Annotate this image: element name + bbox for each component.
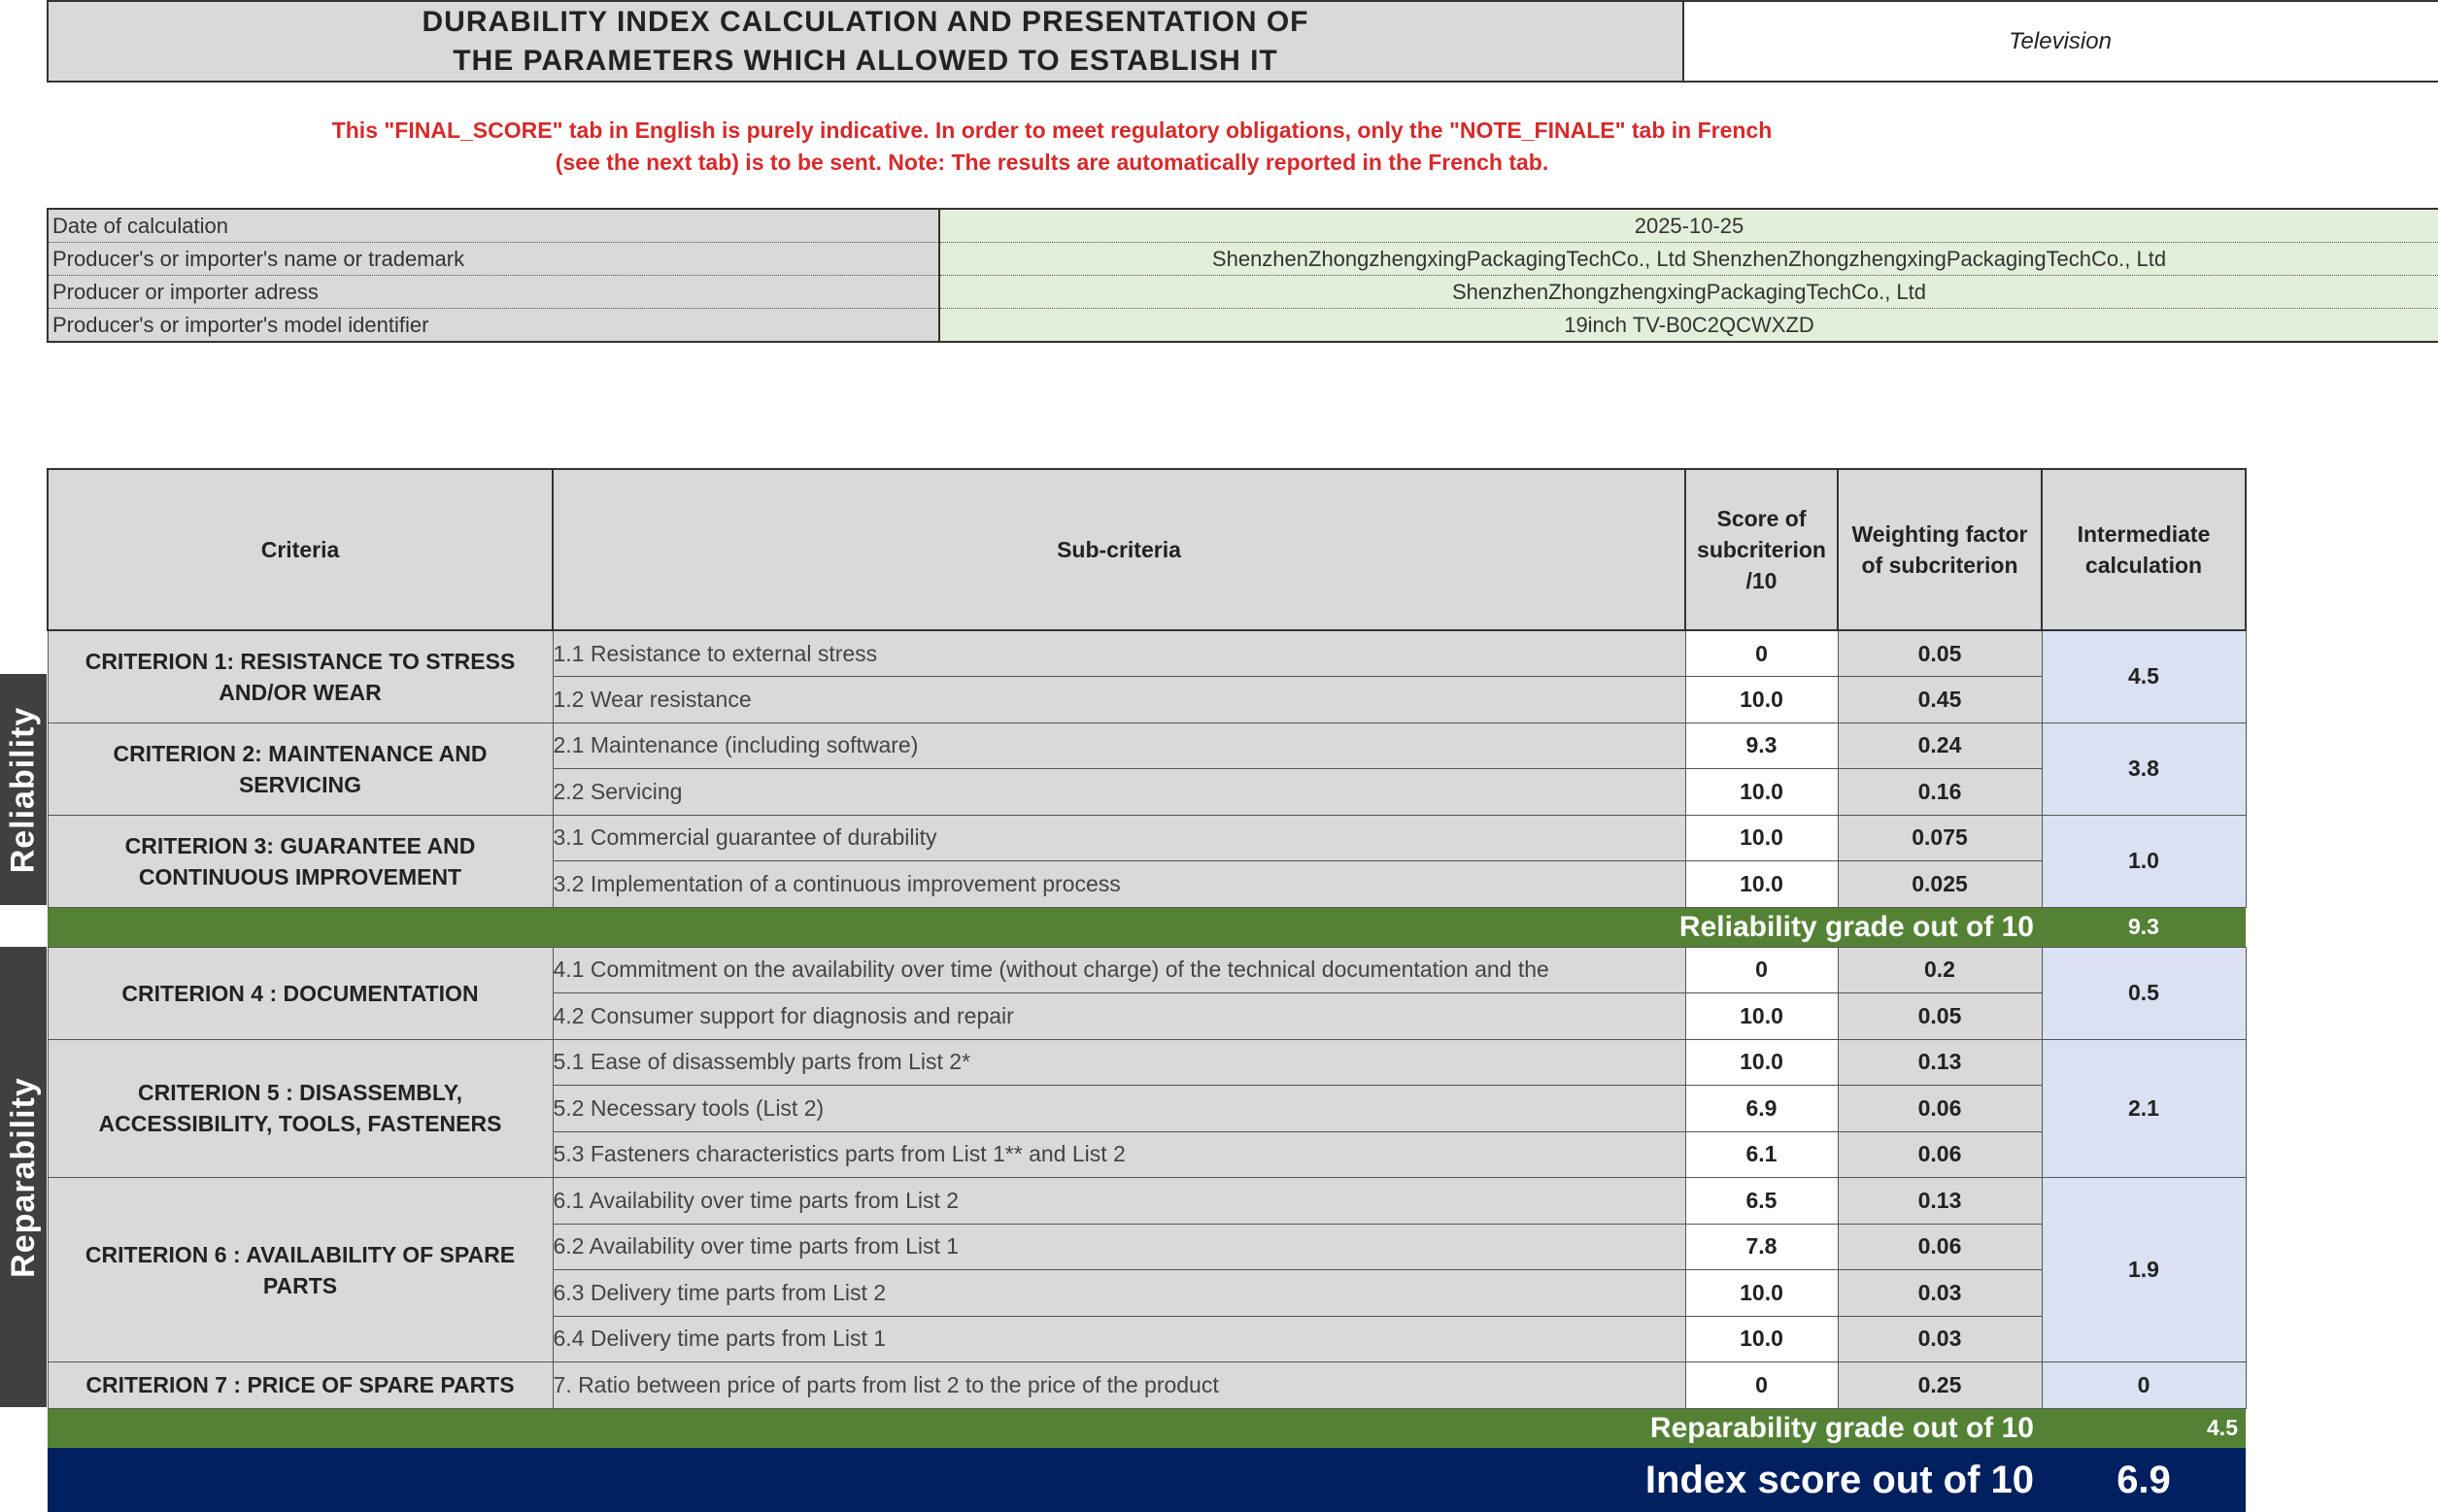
criterion-name: CRITERION 6 : AVAILABILITY OF SPARE <box>85 1241 516 1267</box>
header-subcriteria: Sub-criteria <box>553 469 1685 630</box>
subcriterion-label: 6.3 Delivery time parts from List 2 <box>553 1270 1685 1317</box>
subcriterion-score[interactable]: 10.0 <box>1685 769 1838 816</box>
info-row <box>48 276 2438 309</box>
criterion-name: CRITERION 7 : PRICE OF SPARE PARTS <box>85 1372 515 1398</box>
reparability-grade-value: 4.5 <box>2042 1408 2246 1448</box>
index-score-row <box>48 1448 2246 1512</box>
subcriterion-weight: 0.025 <box>1838 861 2042 908</box>
subcriterion-score[interactable]: 7.8 <box>1685 1224 1838 1270</box>
notice-line-2: (see the next tab) is to be sent. Note: The results are automatically reported in the French tab. <box>555 150 1549 175</box>
criterion-5 <box>48 1039 553 1178</box>
subcriterion-score[interactable]: 10.0 <box>1685 1039 1838 1086</box>
subcriterion-score[interactable]: 6.5 <box>1685 1178 1838 1225</box>
subcriterion-label: 4.1 Commitment on the availability over time (without charge) of the technical documentation and the <box>553 947 1685 993</box>
intermediate-calc-3: 1.0 <box>2042 815 2246 907</box>
info-row <box>48 209 2438 243</box>
product-type: Television <box>1682 0 2438 83</box>
table-row <box>48 630 2246 677</box>
subcriterion-weight: 0.05 <box>1838 993 2042 1040</box>
table-row <box>48 947 2246 993</box>
header-score <box>1685 469 1838 630</box>
header-intermediate-line: calculation <box>2084 553 2203 578</box>
reliability-grade-row <box>48 907 2246 947</box>
intermediate-calc-6: 1.9 <box>2042 1178 2246 1362</box>
subcriterion-weight: 0.03 <box>1838 1316 2042 1362</box>
notice-text <box>47 115 2057 179</box>
info-value-name[interactable]: ShenzhenZhongzhengxingPackagingTechCo., Ltd ShenzhenZhongzhengxingPackagingTechCo., Ltd <box>939 243 2438 276</box>
subcriterion-score[interactable]: 10.0 <box>1685 993 1838 1040</box>
subcriterion-weight: 0.06 <box>1838 1131 2042 1178</box>
page-title <box>47 0 1684 83</box>
subcriterion-weight: 0.075 <box>1838 815 2042 861</box>
criterion-1 <box>48 630 553 722</box>
criterion-name: CRITERION 3: GUARANTEE AND <box>124 832 476 858</box>
side-label-reliability <box>0 674 47 905</box>
subcriterion-label: 5.2 Necessary tools (List 2) <box>553 1086 1685 1132</box>
table-header-row <box>48 469 2246 630</box>
reliability-grade-value: 9.3 <box>2042 907 2246 947</box>
info-value-model[interactable]: 19inch TV-B0C2QCWXZD <box>939 309 2438 343</box>
subcriterion-label: 5.1 Ease of disassembly parts from List 2* <box>553 1039 1685 1086</box>
subcriterion-label: 2.2 Servicing <box>553 769 1685 816</box>
header-score-line: subcriterion <box>1697 537 1826 562</box>
header-criteria: Criteria <box>48 469 553 630</box>
subcriterion-weight: 0.06 <box>1838 1086 2042 1132</box>
subcriterion-label: 5.3 Fasteners characteristics parts from List 1** and List 2 <box>553 1131 1685 1178</box>
side-label-reparability <box>0 947 47 1407</box>
subcriterion-label: 1.2 Wear resistance <box>553 677 1685 723</box>
reparability-label-text: Reparability <box>4 1076 42 1278</box>
subcriterion-label: 6.2 Availability over time parts from List 1 <box>553 1224 1685 1270</box>
subcriterion-score[interactable]: 10.0 <box>1685 861 1838 908</box>
table-row <box>48 1178 2246 1225</box>
subcriterion-score[interactable]: 10.0 <box>1685 1270 1838 1317</box>
subcriterion-weight: 0.13 <box>1838 1039 2042 1086</box>
criterion-name: CONTINUOUS IMPROVEMENT <box>138 863 462 890</box>
intermediate-calc-4: 0.5 <box>2042 947 2246 1039</box>
subcriterion-label: 3.1 Commercial guarantee of durability <box>553 815 1685 861</box>
info-row <box>48 243 2438 276</box>
header-score-line: Score of <box>1716 506 1807 531</box>
subcriterion-score[interactable]: 0 <box>1685 630 1838 677</box>
index-score-label: Index score out of 10 <box>48 1448 2042 1512</box>
subcriterion-weight: 0.25 <box>1838 1362 2042 1409</box>
notice-line-1: This "FINAL_SCORE" tab in English is purely indicative. In order to meet regulatory obligations, only the "NOTE_FINALE" tab in French <box>331 118 1773 143</box>
table-row <box>48 1039 2246 1086</box>
info-row <box>48 309 2438 343</box>
header-weight <box>1838 469 2042 630</box>
subcriterion-label: 6.4 Delivery time parts from List 1 <box>553 1316 1685 1362</box>
table-row <box>48 722 2246 769</box>
subcriterion-score[interactable]: 10.0 <box>1685 677 1838 723</box>
reliability-grade-label: Reliability grade out of 10 <box>48 907 2042 947</box>
table-row <box>48 1362 2246 1409</box>
criterion-3 <box>48 815 553 907</box>
subcriterion-weight: 0.13 <box>1838 1178 2042 1225</box>
info-label: Producer or importer adress <box>48 276 939 309</box>
criterion-7 <box>48 1362 553 1409</box>
criterion-name: CRITERION 5 : DISASSEMBLY, <box>138 1080 462 1106</box>
index-score-value: 6.9 <box>2042 1448 2246 1512</box>
reliability-label-text: Reliability <box>4 706 42 873</box>
subcriterion-score[interactable]: 6.1 <box>1685 1131 1838 1178</box>
info-value-date[interactable]: 2025-10-25 <box>939 209 2438 243</box>
producer-info-table <box>47 208 2438 343</box>
durability-score-table <box>47 468 2247 1512</box>
criterion-name: PARTS <box>262 1272 338 1298</box>
header-score-line: /10 <box>1745 568 1778 593</box>
intermediate-calc-7: 0 <box>2042 1362 2246 1409</box>
subcriterion-weight: 0.45 <box>1838 677 2042 723</box>
reparability-grade-label: Reparability grade out of 10 <box>48 1408 2042 1448</box>
criterion-name: CRITERION 1: RESISTANCE TO STRESS <box>85 648 516 674</box>
title-line-2: THE PARAMETERS WHICH ALLOWED TO ESTABLISH IT <box>453 44 1278 77</box>
subcriterion-weight: 0.05 <box>1838 630 2042 677</box>
subcriterion-score[interactable]: 10.0 <box>1685 1316 1838 1362</box>
criterion-name: CRITERION 2: MAINTENANCE AND <box>113 740 488 766</box>
subcriterion-weight: 0.24 <box>1838 722 2042 769</box>
subcriterion-weight: 0.03 <box>1838 1270 2042 1317</box>
subcriterion-score[interactable]: 0 <box>1685 947 1838 993</box>
subcriterion-label: 1.1 Resistance to external stress <box>553 630 1685 677</box>
subcriterion-score[interactable]: 0 <box>1685 1362 1838 1409</box>
subcriterion-label: 4.2 Consumer support for diagnosis and repair <box>553 993 1685 1040</box>
table-row <box>48 815 2246 861</box>
criterion-name: ACCESSIBILITY, TOOLS, FASTENERS <box>98 1111 502 1137</box>
intermediate-calc-1: 4.5 <box>2042 630 2246 722</box>
info-label: Date of calculation <box>48 209 939 243</box>
subcriterion-weight: 0.16 <box>1838 769 2042 816</box>
criterion-name: SERVICING <box>238 771 362 797</box>
subcriterion-label: 6.1 Availability over time parts from List 2 <box>553 1178 1685 1225</box>
subcriterion-score[interactable]: 6.9 <box>1685 1086 1838 1132</box>
title-line-1: DURABILITY INDEX CALCULATION AND PRESENTATION OF <box>422 5 1309 38</box>
info-label: Producer's or importer's name or trademark <box>48 243 939 276</box>
subcriterion-weight: 0.2 <box>1838 947 2042 993</box>
subcriterion-label: 2.1 Maintenance (including software) <box>553 722 1685 769</box>
reparability-grade-row <box>48 1408 2246 1448</box>
subcriterion-score[interactable]: 10.0 <box>1685 815 1838 861</box>
criterion-name: AND/OR WEAR <box>219 679 382 705</box>
header-weight-line: Weighting factor <box>1851 521 2028 547</box>
header-weight-line: of subcriterion <box>1861 553 2018 578</box>
intermediate-calc-2: 3.8 <box>2042 722 2246 815</box>
header-intermediate <box>2042 469 2246 630</box>
intermediate-calc-5: 2.1 <box>2042 1039 2246 1178</box>
info-label: Producer's or importer's model identifier <box>48 309 939 343</box>
subcriterion-weight: 0.06 <box>1838 1224 2042 1270</box>
criterion-name: CRITERION 4 : DOCUMENTATION <box>121 980 479 1006</box>
criterion-2 <box>48 722 553 815</box>
subcriterion-label: 7. Ratio between price of parts from list 2 to the price of the product <box>553 1362 1685 1409</box>
subcriterion-score[interactable]: 9.3 <box>1685 722 1838 769</box>
header-intermediate-line: Intermediate <box>2077 521 2211 547</box>
subcriterion-label: 3.2 Implementation of a continuous improvement process <box>553 861 1685 908</box>
criterion-6 <box>48 1178 553 1362</box>
criterion-4 <box>48 947 553 1039</box>
info-value-address[interactable]: ShenzhenZhongzhengxingPackagingTechCo., Ltd <box>939 276 2438 309</box>
